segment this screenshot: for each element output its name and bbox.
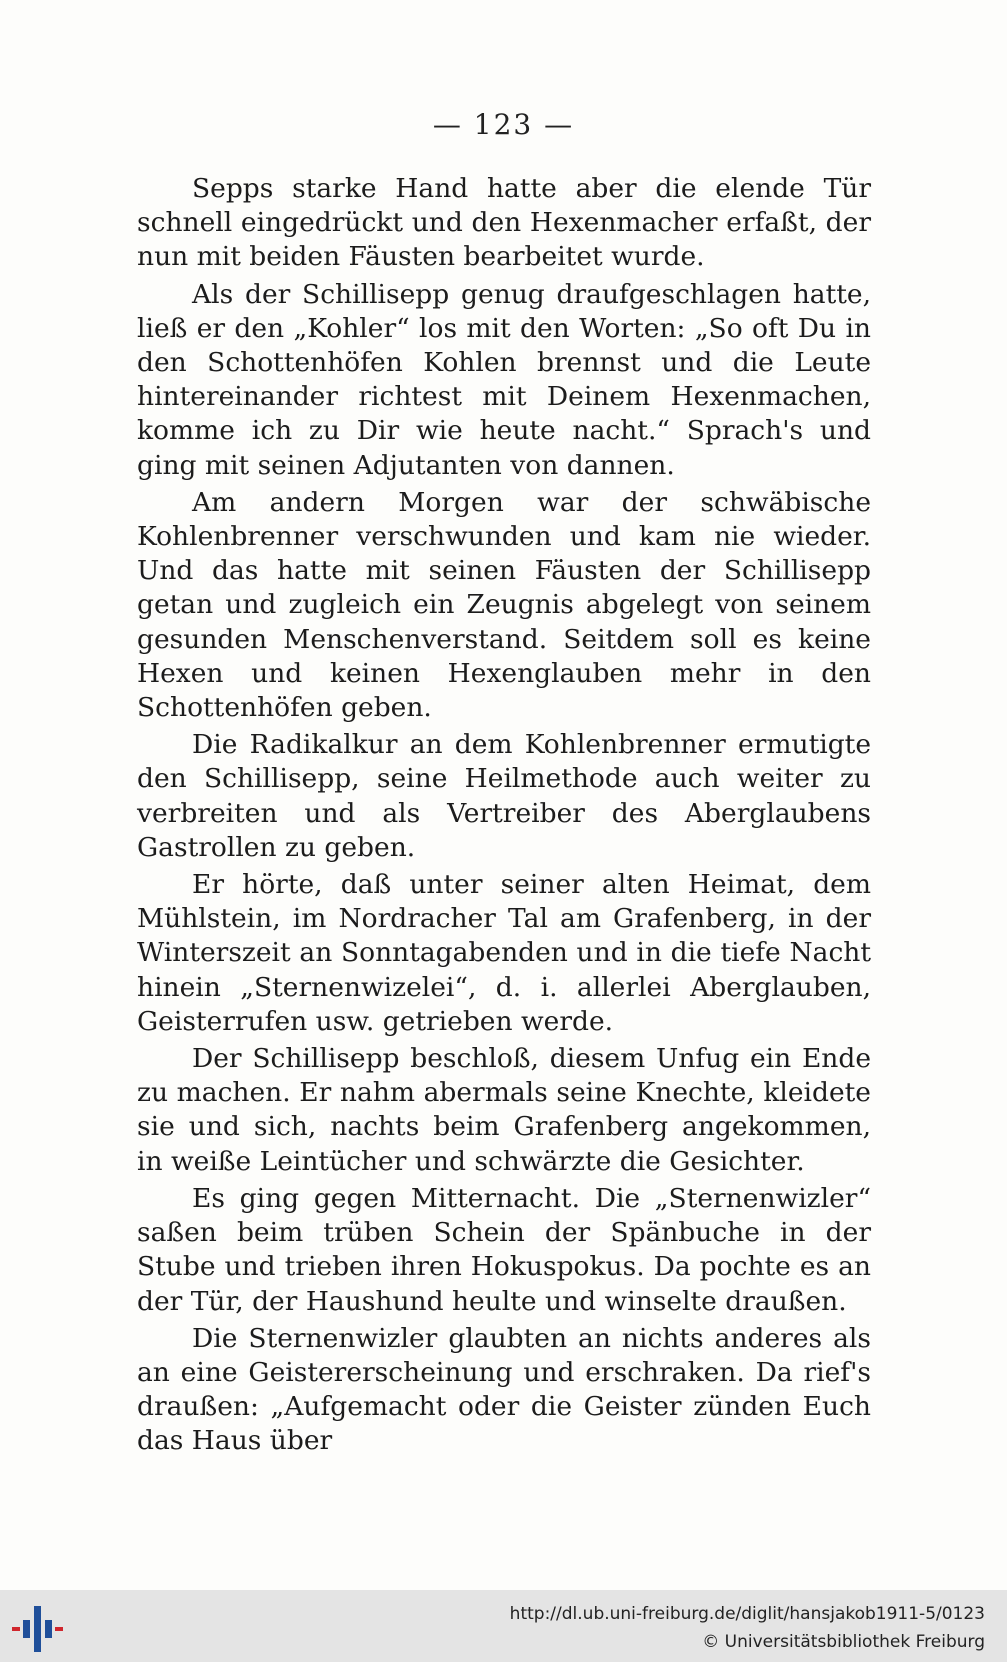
paragraph-5: Er hörte, daß unter seiner alten Heimat, dem Mühlstein, im Nordracher Tal am Grafenberg, in der Winterszeit an Sonntagabenden und in die tiefe Nacht hinein „Sternenwizelei“, d. i. allerlei Aberglauben, Geisterrufen usw. getrieben werde. — [137, 869, 871, 1037]
paragraph-6: Der Schillisepp beschloß, diesem Unfug ein Ende zu machen. Er nahm abermals seine Knechte, kleidete sie und sich, nachts beim Grafenberg angekommen, in weiße Leintücher und schwärzte die Gesichter. — [137, 1043, 871, 1177]
paragraph-2: Als der Schillisepp genug draufgeschlagen hatte, ließ er den „Kohler“ los mit den Worten: „So oft Du in den Schottenhöfen Kohlen brennst und die Leute hintereinander richtest mit Deinem Hexenmachen, komme ich zu Dir wie heute nacht.“ Sprach's und ging mit seinen Adjutanten von dannen. — [137, 278, 871, 481]
page-number: — 123 — — [432, 108, 575, 141]
paragraph-3: Am andern Morgen war der schwäbische Kohlenbrenner verschwunden und kam nie wieder. Und das hatte mit seinen Fäusten der Schillisepp getan und zugleich ein Zeugnis abgelegt von seinem gesunden Menschenverstand. Seitdem soll es keine Hexen und keinen Hexenglauben mehr in den Schottenhöfen geben. — [137, 486, 871, 724]
paragraph-1: Sepps starke Hand hatte aber die elende Tür schnell eingedrückt und den Hexenmacher erfaßt, der nun mit beiden Fäusten bearbeitet wurde. — [137, 173, 871, 273]
ub-freiburg-logo-icon[interactable] — [12, 1600, 64, 1654]
paragraph-8: Die Sternenwizler glaubten an nichts anderes als an eine Geistererscheinung und erschraken. Da rief's draußen: „Aufgemacht oder die Geister zünden Euch das Haus über — [137, 1322, 871, 1457]
viewer-footer — [0, 1590, 1007, 1662]
paragraph-4: Die Radikalkur an dem Kohlenbrenner ermutigte den Schillisepp, seine Heilmethode auch weiter zu verbreiten und als Vertreiber des Aberglaubens Gastrollen zu geben. — [137, 729, 871, 863]
permalink-url[interactable]: http://dl.ub.uni-freiburg.de/diglit/hansjakob1911-5/0123 — [509, 1604, 985, 1624]
paragraph-7: Es ging gegen Mitternacht. Die „Sternenwizler“ saßen beim trüben Schein der Spänbuche in der Stube und trieben ihren Hokuspokus. Da pochte es an der Tür, der Haushund heulte und winselte draußen. — [137, 1182, 871, 1317]
copyright-notice: © Universitätsbibliothek Freiburg — [702, 1632, 985, 1652]
body-text — [137, 172, 871, 1462]
